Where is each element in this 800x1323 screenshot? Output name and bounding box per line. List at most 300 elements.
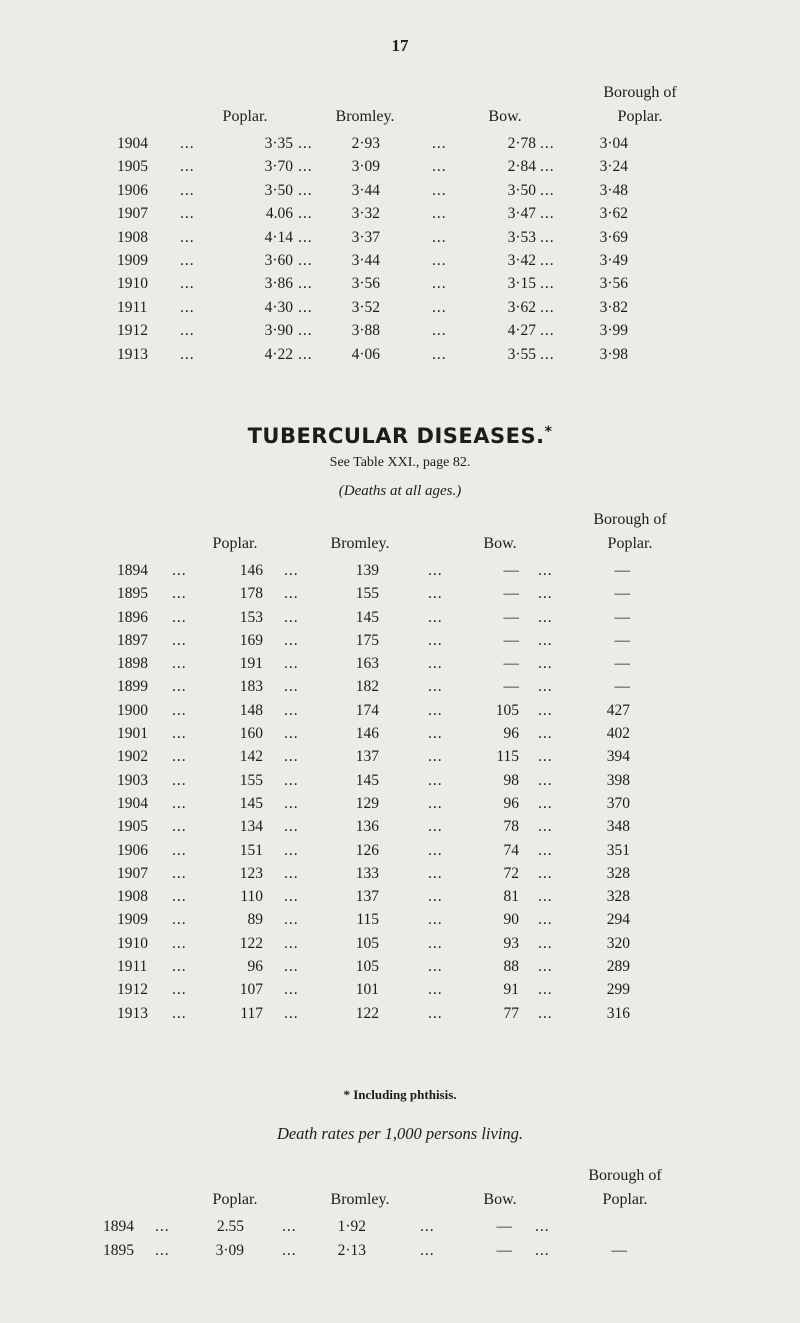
cell-year: 1905 — [117, 158, 148, 176]
col-header-borough-line1: Borough of — [603, 84, 677, 101]
cell-bow: 74 — [503, 841, 519, 859]
cell-bow: 3·55 — [507, 345, 536, 363]
cell-bromley: 145 — [355, 608, 379, 626]
leader-dots: ... — [538, 678, 553, 696]
cell-poplar: 169 — [239, 631, 263, 649]
cell-year: 1909 — [117, 251, 148, 269]
cell-poplar: 4.06 — [265, 205, 293, 223]
cell-year: 1911 — [117, 298, 148, 316]
table-row — [0, 1002, 800, 1025]
leader-dots: ... — [428, 608, 443, 626]
cell-bow: 2·84 — [507, 158, 536, 176]
cell-year: 1904 — [117, 135, 148, 152]
table-row — [0, 722, 800, 745]
cell-borough: — — [614, 631, 630, 649]
leader-dots: ... — [428, 841, 443, 859]
cell-bow: — — [503, 608, 519, 626]
cell-borough: 370 — [606, 794, 630, 812]
cell-year: 1913 — [117, 1004, 148, 1022]
leader-dots: ... — [284, 818, 299, 836]
leader-dots: ... — [284, 701, 299, 719]
leader-dots: ... — [180, 181, 195, 199]
leader-dots: ... — [298, 275, 313, 293]
cell-borough: 398 — [606, 771, 630, 789]
leader-dots: ... — [155, 1242, 170, 1259]
leader-dots: ... — [538, 981, 553, 999]
cell-bromley: 133 — [355, 864, 379, 882]
cell-year: 1901 — [117, 725, 148, 743]
leader-dots: ... — [428, 911, 443, 929]
table-header — [0, 1165, 800, 1215]
cell-borough: 328 — [606, 888, 630, 906]
cell-poplar: 4·22 — [264, 345, 293, 363]
cell-poplar: 148 — [239, 701, 263, 719]
cell-borough: — — [614, 655, 630, 673]
leader-dots: ... — [284, 934, 299, 952]
leader-dots: ... — [538, 911, 553, 929]
cell-borough: 3·24 — [599, 158, 628, 176]
leader-dots: ... — [180, 298, 195, 316]
cell-bromley: 129 — [355, 794, 379, 812]
cell-borough: — — [614, 585, 630, 603]
cell-poplar: 155 — [239, 771, 263, 789]
cell-year: 1904 — [117, 794, 148, 812]
cell-year: 1899 — [117, 678, 148, 696]
cell-borough: 427 — [606, 701, 630, 719]
leader-dots: ... — [538, 655, 553, 673]
cell-poplar: 183 — [239, 678, 263, 696]
leader-dots: ... — [284, 841, 299, 859]
cell-year: 1911 — [117, 958, 148, 976]
leader-dots: ... — [432, 205, 447, 223]
cell-bromley: 137 — [355, 748, 379, 766]
col-header-borough-line1: Borough of — [588, 1167, 662, 1184]
cell-bromley: 122 — [355, 1004, 379, 1022]
col-header-bromley: Bromley. — [330, 535, 390, 552]
table-row — [0, 675, 800, 698]
leader-dots: ... — [298, 158, 313, 176]
cell-year: 1910 — [117, 275, 148, 293]
cell-bow: 105 — [495, 701, 519, 719]
cell-bromley: 182 — [355, 678, 379, 696]
leader-dots: ... — [540, 345, 555, 363]
leader-dots: ... — [540, 228, 555, 246]
cell-bow: 4·27 — [507, 322, 536, 340]
table-row — [0, 792, 800, 815]
leader-dots: ... — [428, 771, 443, 789]
cell-poplar: 110 — [240, 888, 263, 906]
cell-bow: 91 — [503, 981, 519, 999]
leader-dots: ... — [538, 841, 553, 859]
leader-dots: ... — [284, 748, 299, 766]
cell-bromley: 3·52 — [351, 298, 380, 316]
cell-borough: 320 — [606, 934, 630, 952]
leader-dots: ... — [540, 205, 555, 223]
leader-dots: ... — [432, 322, 447, 340]
cell-borough: 289 — [606, 958, 630, 976]
leader-dots: ... — [540, 251, 555, 269]
leader-dots: ... — [535, 1242, 550, 1259]
leader-dots: ... — [432, 345, 447, 363]
leader-dots: ... — [428, 585, 443, 603]
cell-poplar: 3·90 — [264, 322, 293, 340]
leader-dots: ... — [180, 322, 195, 340]
leader-dots: ... — [428, 655, 443, 673]
leader-dots: ... — [432, 228, 447, 246]
leader-dots: ... — [428, 864, 443, 882]
col-header-borough-line1: Borough of — [593, 511, 667, 528]
col-header-borough-line2: Poplar. — [607, 535, 653, 552]
cell-bow: 3·47 — [507, 205, 536, 223]
table-row — [0, 908, 800, 931]
leader-dots: ... — [432, 135, 447, 152]
col-header-bromley: Bromley. — [335, 108, 395, 125]
cell-poplar: 122 — [239, 934, 263, 952]
cell-year: 1912 — [117, 322, 148, 340]
cell-poplar: 3·70 — [264, 158, 293, 176]
leader-dots: ... — [540, 322, 555, 340]
cell-bow: 2·78 — [507, 135, 536, 152]
leader-dots: ... — [282, 1242, 297, 1259]
leader-dots: ... — [428, 818, 443, 836]
table-row — [0, 955, 800, 978]
leader-dots: ... — [284, 631, 299, 649]
cell-borough: 328 — [606, 864, 630, 882]
cell-bow: 3·50 — [507, 181, 536, 199]
leader-dots: ... — [284, 562, 299, 579]
table-body — [0, 1215, 800, 1263]
leader-dots: ... — [432, 181, 447, 199]
leader-dots: ... — [172, 748, 187, 766]
cell-year: 1896 — [117, 608, 148, 626]
cell-poplar: 4·30 — [264, 298, 293, 316]
cell-bromley: 175 — [355, 631, 379, 649]
cell-year: 1902 — [117, 748, 148, 766]
leader-dots: ... — [538, 562, 553, 579]
leader-dots: ... — [284, 655, 299, 673]
cell-bow: 81 — [503, 888, 519, 906]
leader-dots: ... — [538, 958, 553, 976]
leader-dots: ... — [538, 631, 553, 649]
cell-year: 1895 — [117, 585, 148, 603]
cell-borough: 3·04 — [599, 135, 628, 152]
leader-dots: ... — [298, 228, 313, 246]
cell-bromley: 3·37 — [351, 228, 380, 246]
cell-bromley: 115 — [356, 911, 379, 929]
cell-borough: 316 — [606, 1004, 630, 1022]
leader-dots: ... — [428, 888, 443, 906]
cell-borough: 3·48 — [599, 181, 628, 199]
cell-poplar: 107 — [239, 981, 263, 999]
col-header-bow: Bow. — [483, 535, 517, 552]
leader-dots: ... — [180, 275, 195, 293]
section-subtitle: (Deaths at all ages.) — [338, 483, 462, 499]
leader-dots: ... — [428, 981, 443, 999]
cell-year: 1895 — [103, 1242, 134, 1259]
cell-poplar: 178 — [239, 585, 263, 603]
leader-dots: ... — [298, 135, 313, 152]
leader-dots: ... — [428, 562, 443, 579]
cell-year: 1912 — [117, 981, 148, 999]
leader-dots: ... — [298, 251, 313, 269]
cell-bromley: 101 — [355, 981, 379, 999]
leader-dots: ... — [172, 841, 187, 859]
leader-dots: ... — [428, 958, 443, 976]
cell-poplar: 89 — [247, 911, 263, 929]
cell-bow: 90 — [503, 911, 519, 929]
leader-dots: ... — [172, 958, 187, 976]
leader-dots: ... — [540, 275, 555, 293]
cell-bow: — — [503, 678, 519, 696]
leader-dots: ... — [284, 888, 299, 906]
table-row — [0, 629, 800, 652]
cell-borough: — — [614, 678, 630, 696]
table-row — [0, 155, 800, 178]
cell-bromley: 146 — [355, 725, 379, 743]
cell-poplar: 153 — [239, 608, 263, 626]
table-row — [0, 978, 800, 1001]
see-table-reference: See Table XXI., page 82. — [329, 455, 471, 470]
cell-year: 1908 — [117, 888, 148, 906]
cell-bow: 3·62 — [507, 298, 536, 316]
cell-year: 1907 — [117, 864, 148, 882]
cell-borough: 3·98 — [599, 345, 628, 363]
col-header-poplar: Poplar. — [222, 108, 268, 125]
leader-dots: ... — [172, 678, 187, 696]
leader-dots: ... — [284, 678, 299, 696]
cell-poplar: 3·35 — [264, 135, 293, 152]
leader-dots: ... — [180, 158, 195, 176]
cell-bow: 93 — [503, 934, 519, 952]
cell-borough: 3·62 — [599, 205, 628, 223]
cell-bromley: 105 — [355, 934, 379, 952]
cell-bow: — — [503, 585, 519, 603]
cell-poplar: 4·14 — [264, 228, 293, 246]
cell-bromley: 155 — [355, 585, 379, 603]
cell-year: 1897 — [117, 631, 148, 649]
cell-bow: — — [503, 562, 519, 579]
cell-poplar: 151 — [239, 841, 263, 859]
leader-dots: ... — [284, 794, 299, 812]
leader-dots: ... — [284, 608, 299, 626]
leader-dots: ... — [284, 725, 299, 743]
leader-dots: ... — [172, 701, 187, 719]
leader-dots: ... — [180, 205, 195, 223]
col-header-poplar: Poplar. — [212, 1191, 258, 1208]
section-heading: TUBERCULAR DISEASES.* — [247, 424, 553, 448]
leader-dots: ... — [298, 181, 313, 199]
leader-dots: ... — [298, 205, 313, 223]
cell-poplar: 145 — [239, 794, 263, 812]
cell-borough: 3·69 — [599, 228, 628, 246]
cell-year: 1913 — [117, 345, 148, 363]
col-header-bow: Bow. — [488, 108, 522, 125]
cell-bow: — — [496, 1242, 512, 1259]
leader-dots: ... — [538, 585, 553, 603]
leader-dots: ... — [420, 1242, 435, 1259]
cell-poplar: 160 — [239, 725, 263, 743]
leader-dots: ... — [298, 345, 313, 363]
cell-bow: — — [503, 631, 519, 649]
col-header-bow: Bow. — [483, 1191, 517, 1208]
leader-dots: ... — [298, 298, 313, 316]
leader-dots: ... — [428, 701, 443, 719]
cell-bromley: 139 — [355, 562, 379, 579]
leader-dots: ... — [420, 1218, 435, 1235]
leader-dots: ... — [538, 701, 553, 719]
leader-dots: ... — [538, 1004, 553, 1022]
leader-dots: ... — [535, 1218, 550, 1235]
leader-dots: ... — [284, 771, 299, 789]
cell-bow: — — [503, 655, 519, 673]
cell-poplar: 191 — [239, 655, 263, 673]
cell-bromley: 3·09 — [351, 158, 380, 176]
cell-bromley: 3·56 — [351, 275, 380, 293]
cell-bromley: 105 — [355, 958, 379, 976]
leader-dots: ... — [284, 911, 299, 929]
cell-borough: 402 — [606, 725, 630, 743]
cell-bromley: 1·92 — [337, 1218, 366, 1235]
cell-poplar: 2.55 — [216, 1218, 244, 1235]
leader-dots: ... — [172, 934, 187, 952]
leader-dots: ... — [538, 864, 553, 882]
leader-dots: ... — [172, 1004, 187, 1022]
table-row — [0, 932, 800, 955]
leader-dots: ... — [284, 981, 299, 999]
table-body — [0, 132, 800, 366]
rates-title: Death rates per 1,000 persons living. — [276, 1124, 524, 1143]
table-row — [0, 249, 800, 272]
leader-dots: ... — [428, 934, 443, 952]
cell-borough: 3·49 — [599, 251, 628, 269]
cell-poplar: 3·50 — [264, 181, 293, 199]
leader-dots: ... — [298, 322, 313, 340]
cell-bow: 96 — [503, 725, 519, 743]
cell-bow: 78 — [503, 818, 519, 836]
cell-bromley: 3·44 — [351, 181, 380, 199]
cell-poplar: 123 — [239, 864, 263, 882]
table-row — [0, 652, 800, 675]
cell-year: 1905 — [117, 818, 148, 836]
leader-dots: ... — [284, 585, 299, 603]
cell-bow: 98 — [503, 771, 519, 789]
leader-dots: ... — [172, 585, 187, 603]
table-1904-1913 — [0, 82, 800, 366]
cell-year: 1894 — [103, 1218, 134, 1235]
leader-dots: ... — [282, 1218, 297, 1235]
leader-dots: ... — [172, 864, 187, 882]
leader-dots: ... — [155, 1218, 170, 1235]
leader-dots: ... — [172, 655, 187, 673]
leader-dots: ... — [180, 228, 195, 246]
leader-dots: ... — [180, 345, 195, 363]
cell-year: 1900 — [117, 701, 148, 719]
cell-year: 1906 — [117, 181, 148, 199]
cell-year: 1898 — [117, 655, 148, 673]
table-row — [0, 132, 800, 155]
leader-dots: ... — [432, 251, 447, 269]
cell-bromley: 137 — [355, 888, 379, 906]
table-row — [0, 319, 800, 342]
cell-poplar: 146 — [239, 562, 263, 579]
leader-dots: ... — [284, 1004, 299, 1022]
leader-dots: ... — [172, 888, 187, 906]
table-row — [0, 815, 800, 838]
cell-year: 1907 — [117, 205, 148, 223]
cell-poplar: 134 — [239, 818, 263, 836]
cell-bow: 3·15 — [507, 275, 536, 293]
leader-dots: ... — [538, 608, 553, 626]
table-row — [0, 179, 800, 202]
cell-bow: 3·53 — [507, 228, 536, 246]
cell-bow: 88 — [503, 958, 519, 976]
leader-dots: ... — [540, 158, 555, 176]
leader-dots: ... — [428, 725, 443, 743]
table-row — [0, 606, 800, 629]
table-row — [0, 699, 800, 722]
cell-year: 1906 — [117, 841, 148, 859]
cell-borough: — — [614, 608, 630, 626]
table-row — [0, 862, 800, 885]
cell-borough: 299 — [606, 981, 630, 999]
cell-borough: — — [611, 1242, 627, 1259]
table-header — [0, 509, 800, 559]
leader-dots: ... — [172, 562, 187, 579]
cell-year: 1903 — [117, 771, 148, 789]
cell-bow: 72 — [503, 864, 519, 882]
cell-bromley: 4·06 — [351, 345, 380, 363]
page-number: 17 — [391, 36, 409, 55]
leader-dots: ... — [180, 135, 195, 152]
leader-dots: ... — [180, 251, 195, 269]
leader-dots: ... — [432, 158, 447, 176]
cell-bromley: 163 — [355, 655, 379, 673]
leader-dots: ... — [432, 298, 447, 316]
leader-dots: ... — [538, 818, 553, 836]
table-row — [0, 839, 800, 862]
leader-dots: ... — [172, 631, 187, 649]
cell-borough: 394 — [606, 748, 630, 766]
leader-dots: ... — [540, 135, 555, 152]
cell-bromley: 3·32 — [351, 205, 380, 223]
leader-dots: ... — [540, 181, 555, 199]
cell-year: 1908 — [117, 228, 148, 246]
cell-bromley: 2·13 — [337, 1242, 366, 1259]
cell-bromley: 126 — [355, 841, 379, 859]
leader-dots: ... — [428, 631, 443, 649]
leader-dots: ... — [284, 958, 299, 976]
leader-dots: ... — [538, 771, 553, 789]
col-header-borough-line2: Poplar. — [602, 1191, 648, 1208]
leader-dots: ... — [172, 981, 187, 999]
table-row — [0, 202, 800, 225]
table-body — [0, 559, 800, 1025]
table-row — [0, 885, 800, 908]
cell-poplar: 3·60 — [264, 251, 293, 269]
table-row — [0, 582, 800, 605]
cell-year: 1910 — [117, 934, 148, 952]
table-row — [0, 1215, 800, 1239]
cell-poplar: 96 — [247, 958, 263, 976]
table-row — [0, 343, 800, 366]
cell-borough: 3·82 — [599, 298, 628, 316]
cell-poplar: 3·09 — [215, 1242, 244, 1259]
table-row — [0, 745, 800, 768]
leader-dots: ... — [538, 794, 553, 812]
cell-year: 1894 — [117, 562, 148, 579]
cell-bromley: 145 — [355, 771, 379, 789]
cell-borough: 3·99 — [599, 322, 628, 340]
